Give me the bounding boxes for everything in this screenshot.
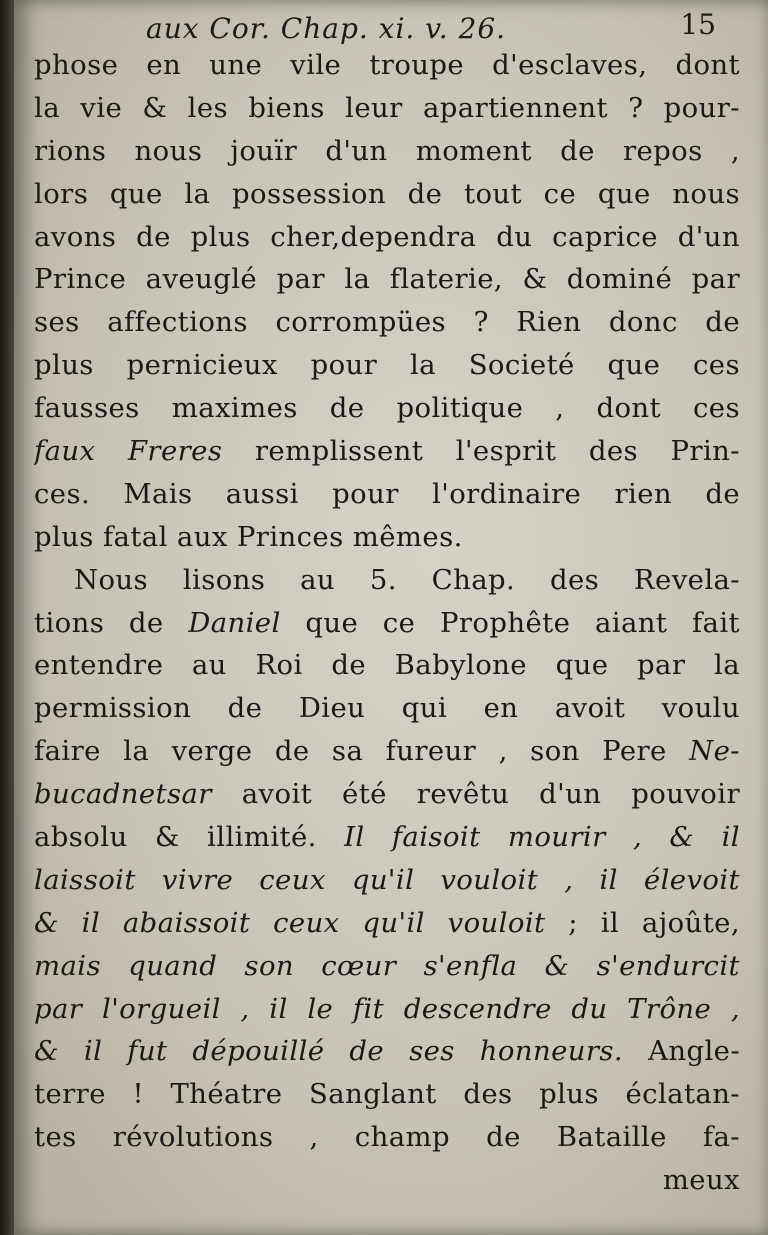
text-run: faire la verge de sa fureur , son Pere [34, 735, 690, 768]
text-line: avons de plus cher,dependra du caprice d'un [34, 220, 740, 253]
book-page [14, 0, 768, 1235]
text-line: Prince aveuglé par la flaterie, & dominé par [34, 263, 740, 296]
italic-text: bucadnetsar [34, 778, 212, 811]
text-line: phose en une vile troupe d'esclaves, dont [34, 49, 740, 81]
text-line: par l'orgueil , il le fit descendre du Trône , [34, 992, 740, 1025]
text-line: lors que la possession de tout ce que nous [34, 177, 740, 210]
text-run: que ce Prophête aiant fait [280, 606, 740, 639]
text-line: ces. Mais aussi pour l'ordinaire rien de [34, 477, 740, 510]
text-line: ses affections corrompües ? Rien donc de [34, 306, 740, 339]
text-run: absolu & illimité. [34, 821, 345, 854]
italic-text: Ne- [689, 735, 740, 768]
text-run: tions de [34, 606, 189, 639]
text-run: Angle- [623, 1035, 740, 1068]
body-text [34, 44, 740, 1202]
text-line: plus pernicieux pour la Societé que ces [34, 349, 740, 382]
text-line: fausses maximes de politique , dont ces [34, 392, 740, 425]
page-header [14, 6, 768, 46]
text-line: plus fatal aux Princes mêmes. [34, 520, 463, 553]
text-line [34, 902, 740, 945]
italic-text: faux Freres [34, 435, 223, 468]
text-line: entendre au Roi de Babylone que par la [34, 649, 740, 682]
text-line: meux [662, 1164, 740, 1197]
text-line [34, 430, 740, 473]
running-head: aux Cor. Chap. xi. v. 26. [146, 12, 507, 45]
book-gutter [0, 0, 14, 1235]
text-line: la vie & les biens leur apartiennent ? pour- [34, 91, 740, 124]
text-line [34, 816, 740, 859]
text-line: terre ! Théatre Sanglant des plus éclatan- [34, 1078, 740, 1111]
text-run: avoit été revêtu d'un pouvoir [211, 778, 740, 811]
text-line [34, 1030, 740, 1073]
italic-text: Daniel [188, 606, 281, 639]
text-line [34, 730, 740, 773]
text-run: ; il ajoûte, [545, 906, 740, 939]
text-line: Nous lisons au 5. Chap. des Revela- [74, 563, 740, 596]
page-number: 15 [680, 8, 716, 41]
text-line: permission de Dieu qui en avoit voulu [34, 692, 740, 725]
text-line: laissoit vivre ceux qu'il vouloit , il élevoit [34, 863, 740, 896]
italic-text: Il faisoit mourir , & il [344, 821, 740, 854]
italic-text: & il fut dépouillé de ses honneurs. [34, 1035, 624, 1068]
text-run: remplissent l'esprit des Prin- [222, 435, 740, 468]
italic-text: & il abaissoit ceux qu'il vouloit [34, 906, 546, 939]
text-line: rions nous jouïr d'un moment de repos , [34, 134, 740, 167]
text-line: tes révolutions , champ de Bataille fa- [34, 1121, 740, 1154]
text-line [34, 773, 740, 816]
text-line: mais quand son cœur s'enfla & s'endurcit [34, 949, 740, 982]
text-line [34, 602, 740, 645]
